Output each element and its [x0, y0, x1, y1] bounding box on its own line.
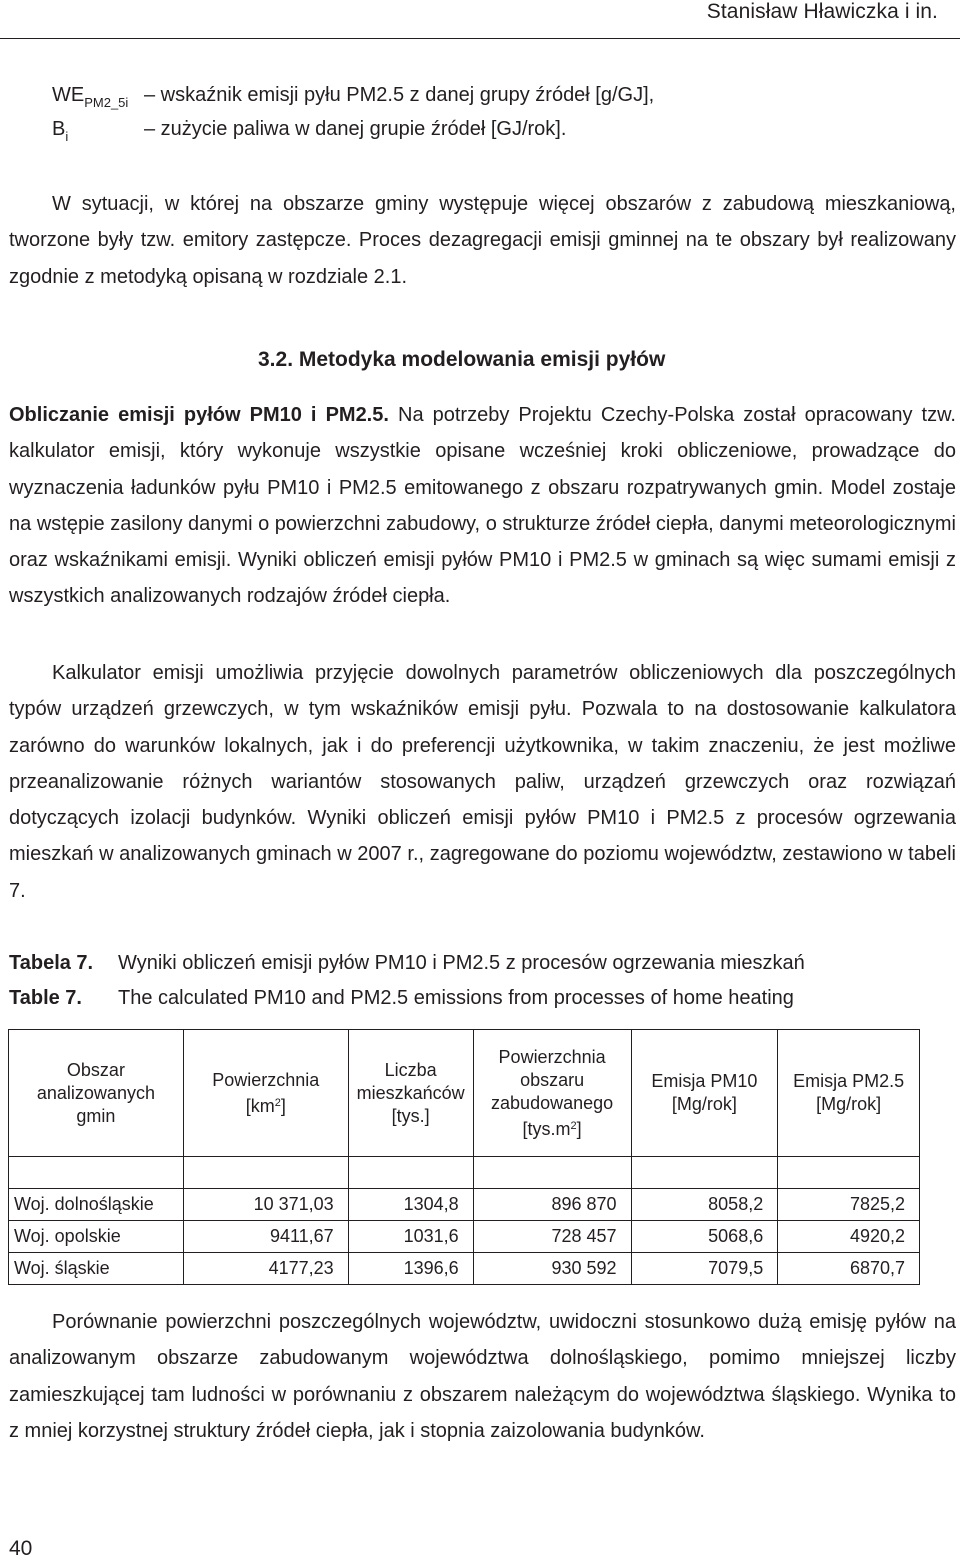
table-caption-en: Table 7. The calculated PM10 and PM2.5 emissions from processes of home heating — [9, 987, 794, 1009]
table-cell: Woj. śląskie — [9, 1253, 184, 1285]
column-header: Powierzchnia $[km^2]$ — [183, 1030, 348, 1157]
definition-text: – zużycie paliwa w danej grupie źródeł [GJ/rok]. — [144, 118, 567, 140]
table-cell: 7825,2 — [778, 1189, 920, 1221]
table-cell: 8058,2 — [631, 1189, 778, 1221]
table-cell: 5068,6 — [631, 1221, 778, 1253]
header-spacer — [9, 1157, 920, 1189]
table-cell: 1031,6 — [348, 1221, 473, 1253]
column-header: Emisja PM10 [Mg/rok] — [631, 1030, 778, 1157]
column-header: Liczba mieszkańców [tys.] — [348, 1030, 473, 1157]
table-row — [9, 1221, 920, 1253]
body-paragraph: Obliczanie emisji pyłów PM10 i PM2.5. Na potrzeby Projektu Czechy-Polska został opracowany tzw. kalkulator emisji, który wykonuje wszystkie opisane wcześniej kroki obliczeniowe, prowadzące do wyznaczenia ładunków pyłu PM10 i PM2.5 emitowanego z obszaru rozpatrywanych gmin. Model zostaje na wstępie zasilony danymi o powierzchni zabudowy, o strukturze źródeł ciepła, danymi meteorologicznymi oraz wskaźnikami emisji. Wyniki obliczeń emisji pyłów PM10 i PM2.5 w gminach są więc sumami emisji z wszystkich analizowanych rodzajów źródeł ciepła. — [9, 404, 956, 608]
definition-text: – wskaźnik emisji pyłu PM2.5 z danej grupy źródeł [g/GJ], — [144, 84, 655, 106]
column-header: Obszar analizowanych gmin — [9, 1030, 184, 1157]
table-cell: 7079,5 — [631, 1253, 778, 1285]
page-number: 40 — [9, 1537, 33, 1560]
table-cell: 4177,23 — [183, 1253, 348, 1285]
column-header: Emisja PM2.5 [Mg/rok] — [778, 1030, 920, 1157]
column-header: Powierzchnia obszaru zabudowanego $[tys.m^2]$ — [473, 1030, 631, 1157]
paragraph-lead: Obliczanie emisji pyłów PM10 i PM2.5. — [9, 404, 389, 426]
body-paragraph: Porównanie powierzchni poszczególnych województw, uwidoczni stosunkowo dużą emisję pyłów na analizowanym obszarze zabudowanym województwa dolnośląskiego, pomimo mniejszej liczby zamieszkującej tam ludności w porównaniu z obszarem należącym do województwa śląskiego. Wynika to z mniej korzystnej struktury źródeł ciepła, jak i stopnia zaizolowania budynków. — [9, 1311, 956, 1442]
table-cell: 930 592 — [473, 1253, 631, 1285]
table-header-row — [9, 1030, 920, 1157]
table-row — [9, 1253, 920, 1285]
section-heading: 3.2. Metodyka modelowania emisji pyłów — [258, 348, 666, 371]
table-cell: Woj. opolskie — [9, 1221, 184, 1253]
table-row — [9, 1189, 920, 1221]
table-cell: 6870,7 — [778, 1253, 920, 1285]
table-cell: 10 371,03 — [183, 1189, 348, 1221]
body-paragraph: Kalkulator emisji umożliwia przyjęcie dowolnych parametrów obliczeniowych dla poszczególnych typów urządzeń grzewczych, w tym wskaźników emisji pyłu. Pozwala to na dostosowanie kalkulatora zarówno do warunków lokalnych, jak i do preferencji użytkownika, w takim znaczeniu, że jest możliwe przeanalizowanie różnych wariantów stosowanych paliw, urządzeń grzewczych oraz rozwiązań dotyczących izolacji budynków. Wyniki obliczeń emisji pyłów PM10 i PM2.5 z procesów ogrzewania mieszkań w analizowanych gminach w 2007 r., zagregowane do poziomu województw, zestawiono w tabeli 7. — [9, 662, 956, 902]
running-header-author: Stanisław Hławiczka i in. — [706, 0, 938, 23]
table-caption-pl: Tabela 7. Wyniki obliczeń emisji pyłów PM10 i PM2.5 z procesów ogrzewania mieszkań — [9, 952, 805, 974]
emissions-table — [8, 1029, 920, 1285]
table-cell: 896 870 — [473, 1189, 631, 1221]
table-cell: Woj. dolnośląskie — [9, 1189, 184, 1221]
table-cell: 728 457 — [473, 1221, 631, 1253]
definition-symbol: $WE_{PM2\_5i}$ — [52, 84, 129, 110]
table-cell: 1396,6 — [348, 1253, 473, 1285]
table-cell: 9411,67 — [183, 1221, 348, 1253]
table-cell: 1304,8 — [348, 1189, 473, 1221]
header-rule — [0, 38, 960, 39]
definition-symbol: $B_i$ — [52, 118, 69, 144]
body-paragraph: W sytuacji, w której na obszarze gminy występuje więcej obszarów z zabudową mieszkaniową, tworzone były tzw. emitory zastępcze. Proces dezagregacji emisji gminnej na te obszary był realizowany zgodnie z metodyką opisaną w rozdziale 2.1. — [9, 193, 956, 288]
table-cell: 4920,2 — [778, 1221, 920, 1253]
